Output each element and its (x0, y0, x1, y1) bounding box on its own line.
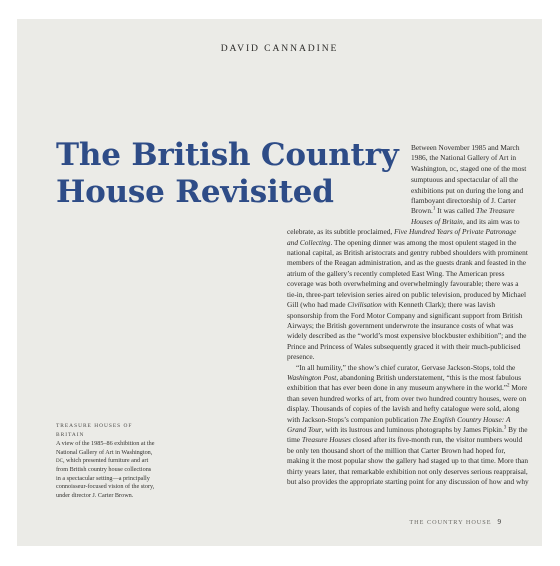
paragraph-1: Between November 1985 and March 1986, the National Gallery of Art in Washington, dc, staged one of the most sumptuous and spectacular of all the exhibitions put on during the long and flamboyant directorship of J. Carter Brown.$^1$ It was called The Treasure Houses of Britain, and its aim was to celebrate, as its subtitle proclaimed, Five Hundred Years of Private Patronage and Collecting. The opening dinner was among the most opulent staged in the national capital, as British aristocrats and gentry rubbed shoulders with prominent members of the Reagan administration, and as the guests drank and feasted in the atrium of the gallery’s recently completed East Wing. The American press coverage was both overwhelming and overwhelmingly favourable; there was a tie-in, three-part television series aired on public television, produced by Michael Gill (who had made Civilisation with Kenneth Clark); there was lavish sponsorship from the Ford Motor Company and significant support from British Airways; the British government underwrote the insurance costs of what was widely described as the “world’s most expensive blockbuster exhibition”; and the Prince and Princess of Wales subsequently graced it with their much-publicised presence. (287, 143, 528, 362)
author-name: DAVID CANNADINE (220, 43, 339, 54)
title-wrap-space (287, 143, 411, 226)
book-page (17, 19, 542, 546)
image-caption (56, 422, 156, 500)
footnote-ref: 3 (503, 425, 507, 431)
caption-title: TREASURE HOUSES OF BRITAIN (56, 423, 133, 438)
page-number: 9 (497, 518, 501, 526)
chapter-title-line-1: The British Country (56, 137, 399, 173)
body-text (287, 143, 529, 487)
footnote-ref: 1 (432, 207, 436, 212)
footnote-ref: 2 (507, 383, 510, 389)
paragraph-2: “In all humility,” the show’s chief curator, Gervase Jackson-Stops, told the Washington Post, abandoning British understatement, “this is the most fabulous exhibition that has ever been done in any museum anywhere in the world.”$^2$ More than seven hundred works of art, from over two hundred country houses, were on display. Thousands of copies of the lavish and hefty catalogue were sold, along with Jackson-Stops’s companion publication The English Country House: A Grand Tour, with its lustrous and luminous photographs by James Pipkin.$^3$ By the time Treasure Houses closed after its five-month run, the visitor numbers would be only ten thousand short of the million that Carter Brown had hoped for, making it the most popular show the gallery had staged up to that time. More than thirty years later, that remarkable exhibition not only deserves serious reappraisal, but also provides the appropriate starting point for any discussion of how and why (287, 362, 529, 486)
chapter-title-line-2: House Revisited (56, 174, 334, 210)
caption-text: A view of the 1985–86 exhibition at the National Gallery of Art in Washington, dc, which presented furniture and art from British country house collections in a spectacular setting—a principally connoisseur-focused vision of the story, under director J. Carter Brown. (56, 440, 155, 499)
page-footer (409, 518, 501, 526)
running-head: THE COUNTRY HOUSE (409, 519, 492, 526)
